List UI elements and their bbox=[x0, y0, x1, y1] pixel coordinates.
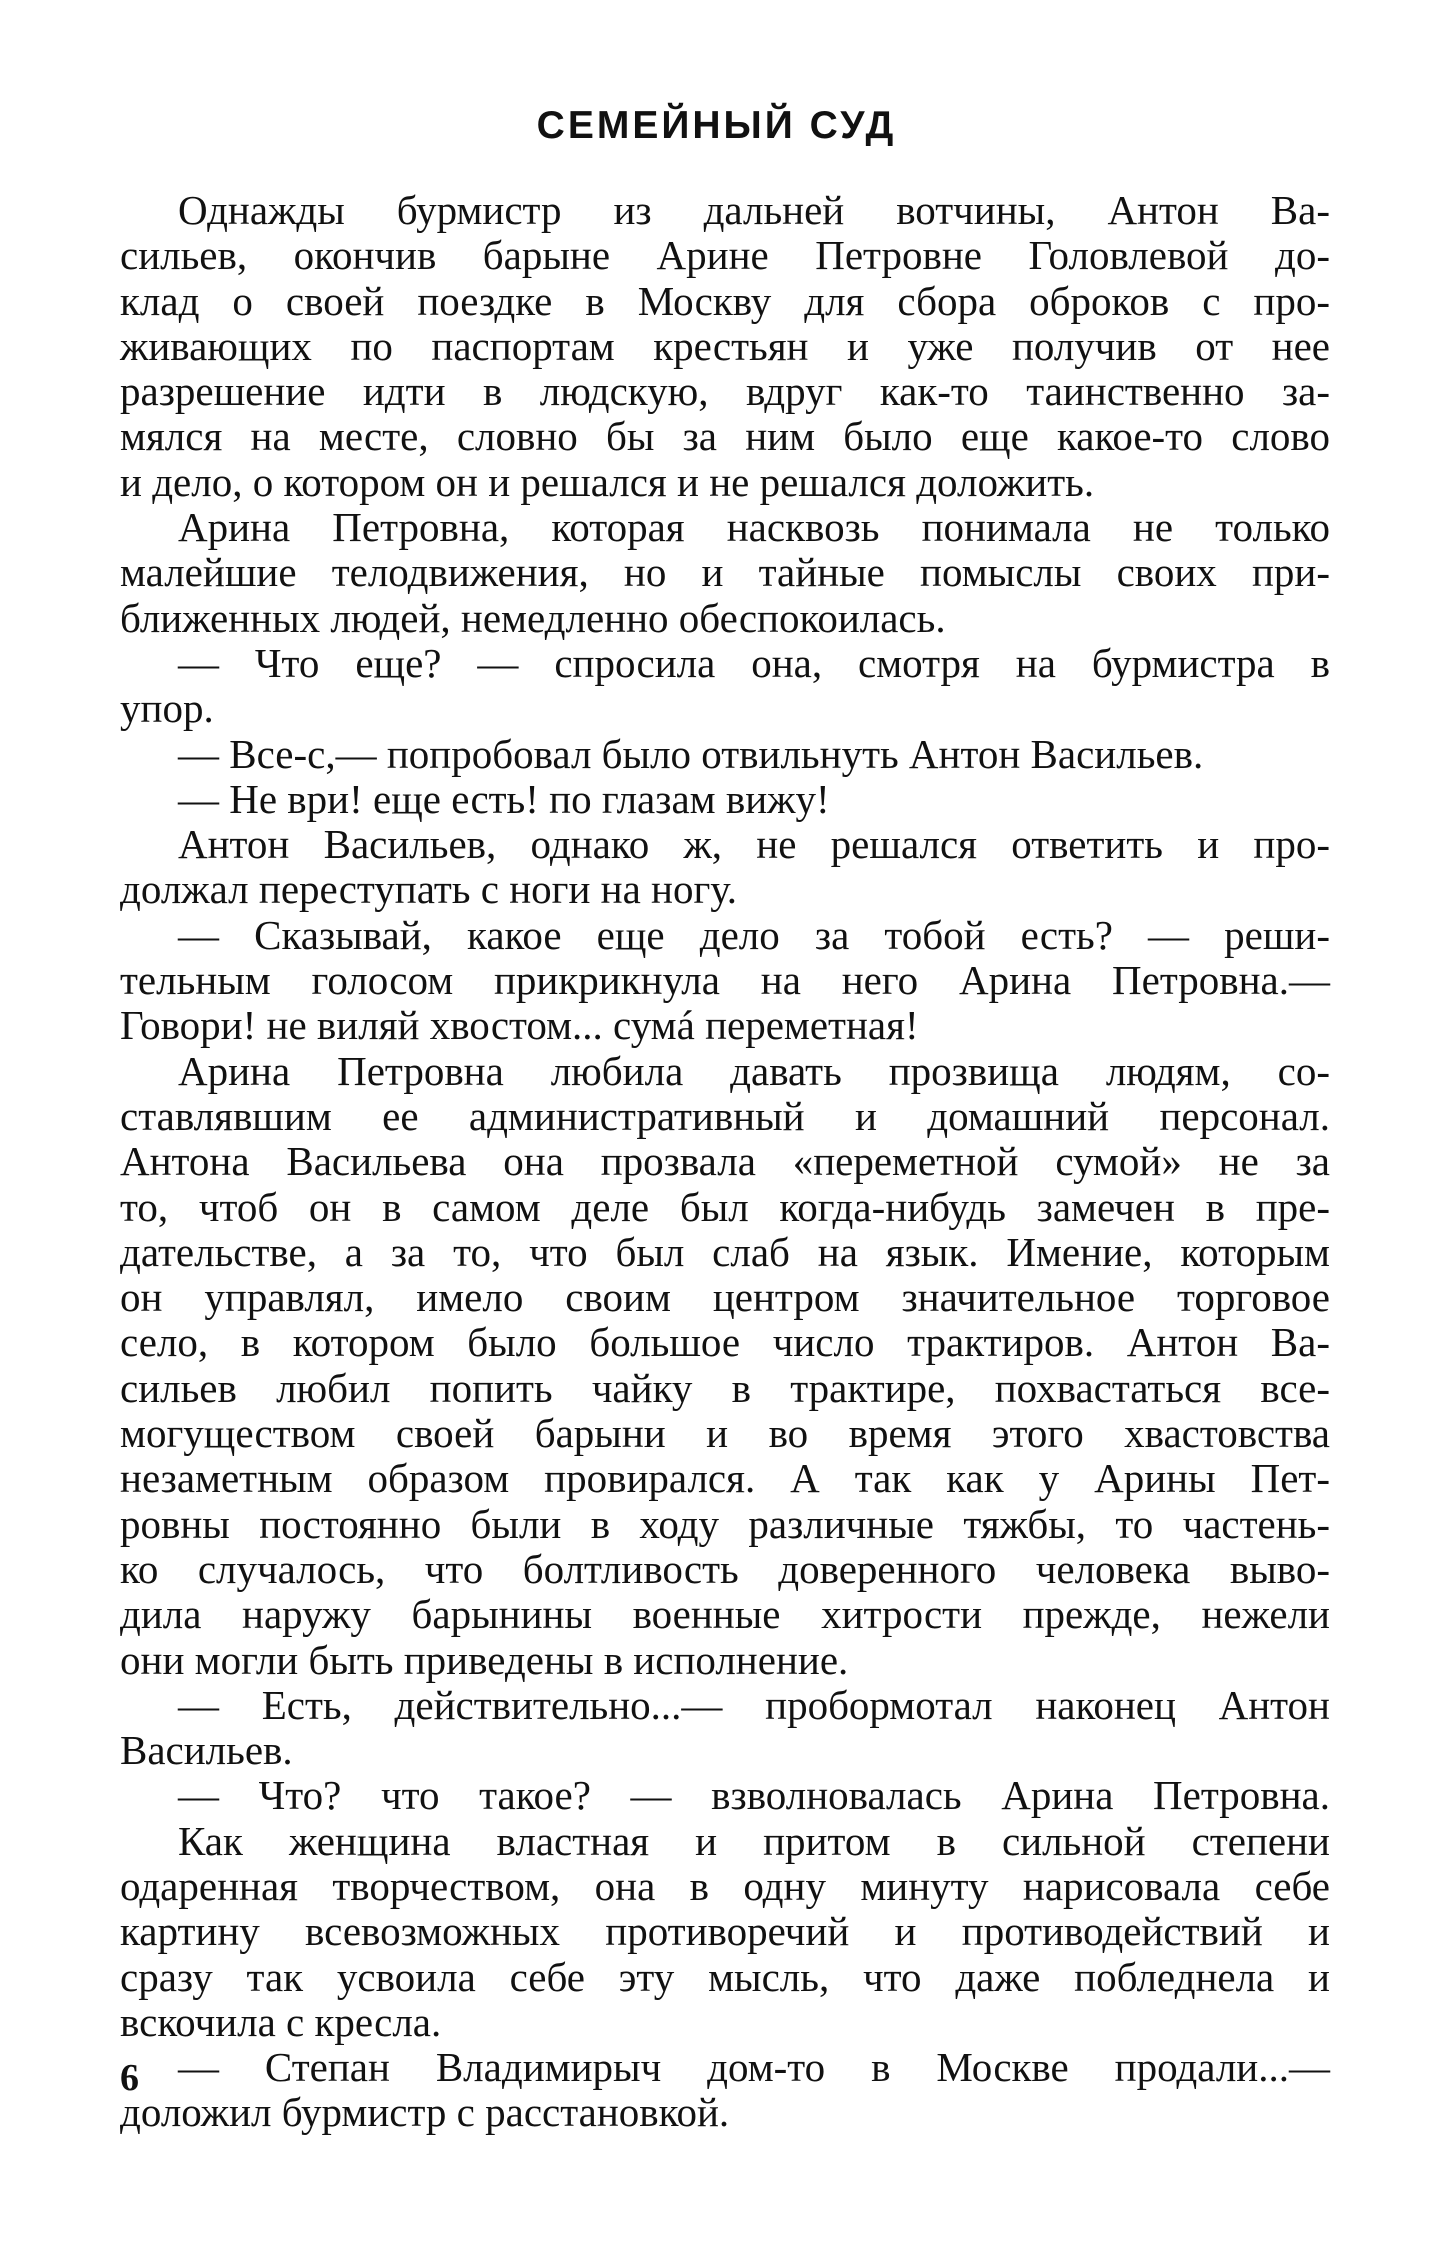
text-line: вскочила с кресла. bbox=[120, 1998, 442, 2045]
text-line: разрешение идти в людскую, вдруг как-то таинственно за- bbox=[120, 368, 1330, 415]
page-number: 6 bbox=[120, 2057, 139, 2099]
text-line: одаренная творчеством, она в одну минуту нарисовала себе bbox=[120, 1862, 1330, 1909]
text-line: упор. bbox=[120, 685, 214, 732]
text-line: незаметным образом провирался. А так как у Арины Пет- bbox=[120, 1455, 1330, 1502]
text-line: сильев, окончив барыне Арине Петровне Головлевой до- bbox=[120, 232, 1330, 279]
text-line: ровны постоянно были в ходу различные тяжбы, то частень- bbox=[120, 1500, 1330, 1547]
text-line: должал переступать с ноги на ногу. bbox=[120, 866, 737, 913]
text-line: село, в котором было большое число трактиров. Антон Ва- bbox=[120, 1319, 1330, 1366]
text-line: малейшие телодвижения, но и тайные помыслы своих при- bbox=[120, 549, 1330, 596]
text-line: живающих по паспортам крестьян и уже получив от нее bbox=[120, 322, 1330, 369]
text-line: — Степан Владимирыч дом-то в Москве продали...— bbox=[178, 2044, 1330, 2091]
text-line: клад о своей поездке в Москву для сбора оброков с про- bbox=[120, 277, 1330, 324]
text-line: могуществом своей барыни и во время этого хвастовства bbox=[120, 1410, 1330, 1457]
body-text bbox=[120, 188, 1330, 2136]
text-line: Арина Петровна, которая насквозь понимала не только bbox=[178, 504, 1330, 551]
text-line: ближенных людей, немедленно обеспокоилась. bbox=[120, 594, 946, 641]
text-line: Однажды бурмистр из дальней вотчины, Антон Ва- bbox=[178, 187, 1330, 233]
text-line: Как женщина властная и притом в сильной степени bbox=[178, 1817, 1330, 1864]
text-line: — Все-с,— попробовал было отвильнуть Антон Васильев. bbox=[178, 730, 1204, 777]
text-line: — Сказывай, какое еще дело за тобой есть? — реши- bbox=[178, 911, 1330, 958]
text-line: Говори! не виляй хвостом... сумá переметная! bbox=[120, 1002, 919, 1049]
text-line: Антон Васильев, однако ж, не решался ответить и про- bbox=[178, 821, 1330, 868]
text-line: то, чтоб он в самом деле был когда-нибудь замечен в пре- bbox=[120, 1183, 1330, 1230]
text-line: ко случалось, что болтливость доверенного человека выво- bbox=[120, 1545, 1330, 1592]
text-line: тельным голосом прикрикнула на него Арина Петровна.— bbox=[120, 957, 1330, 1004]
text-line: доложил бурмистр с расстановкой. bbox=[120, 2089, 730, 2136]
text-line: — Не ври! еще есть! по глазам вижу! bbox=[178, 775, 830, 822]
text-line: — Что? что такое? — взволновалась Арина Петровна. bbox=[178, 1772, 1330, 1819]
text-line: и дело, о котором он и решался и не решался доложить. bbox=[120, 458, 1095, 505]
text-line: сразу так усвоила себе эту мысль, что даже побледнела и bbox=[120, 1953, 1330, 2000]
text-line: дательстве, а за то, что был слаб на язык. Имение, которым bbox=[120, 1228, 1330, 1275]
text-line: ставлявшим ее административный и домашний персонал. bbox=[120, 1092, 1330, 1139]
text-line: он управлял, имело своим центром значительное торговое bbox=[120, 1274, 1330, 1321]
chapter-title: СЕМЕЙНЫЙ СУД bbox=[536, 104, 897, 147]
text-line: картину всевозможных противоречий и противодействий и bbox=[120, 1908, 1330, 1955]
text-line: — Есть, действительно...— пробормотал наконец Антон bbox=[178, 1681, 1330, 1728]
text-line: Васильев. bbox=[120, 1727, 293, 1774]
text-line: Арина Петровна любила давать прозвища людям, со- bbox=[178, 1047, 1330, 1094]
text-line: дила наружу барынины военные хитрости прежде, нежели bbox=[120, 1591, 1330, 1638]
text-line: Антона Васильева она прозвала «переметной сумой» не за bbox=[120, 1138, 1330, 1185]
text-line: мялся на месте, словно бы за ним было еще какое-то слово bbox=[120, 413, 1330, 460]
text-line: они могли быть приведены в исполнение. bbox=[120, 1636, 849, 1683]
text-line: сильев любил попить чайку в трактире, похвастаться все- bbox=[120, 1364, 1330, 1411]
text-line: — Что еще? — спросила она, смотря на бурмистра в bbox=[178, 639, 1330, 686]
